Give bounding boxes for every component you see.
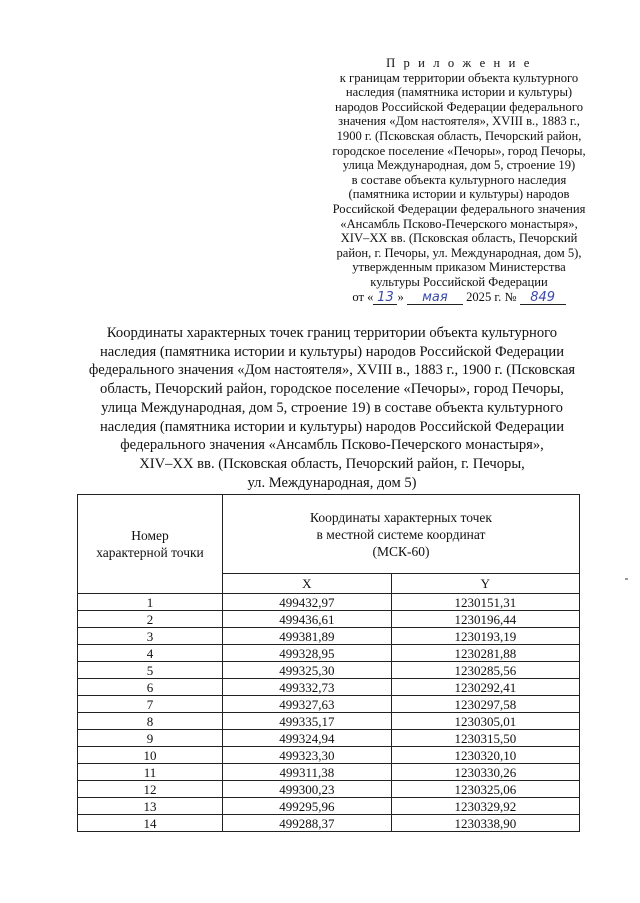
appendix-line: утвержденным приказом Министерства bbox=[352, 260, 566, 275]
heading-line: Координаты характерных точек границ территории объекта культурного bbox=[106, 325, 558, 341]
point-number-cell: 7 bbox=[78, 696, 223, 713]
heading-line: наследия (памятника истории и культуры) народов Российской Федерации bbox=[99, 418, 565, 435]
handwritten-order-number: 849 bbox=[520, 291, 566, 305]
appendix-line: (памятника истории и культуры) народов bbox=[348, 187, 570, 202]
point-number-cell: 14 bbox=[78, 815, 223, 832]
point-number-cell: 12 bbox=[78, 781, 223, 798]
x-coordinate-cell: 499328,95 bbox=[223, 645, 392, 662]
table-row bbox=[78, 781, 580, 798]
x-coordinate-cell: 499327,63 bbox=[223, 696, 392, 713]
coordinates-header: Координаты характерных точек в местной системе координат (МСК-60) bbox=[223, 495, 580, 574]
y-coordinate-cell: 1230292,41 bbox=[391, 679, 579, 696]
x-coordinate-cell: 499324,94 bbox=[223, 730, 392, 747]
heading-line: улица Международная, дом 5, строение 19) в составе объекта культурного bbox=[101, 399, 563, 416]
handwritten-day: 13 bbox=[373, 291, 397, 305]
y-coordinate-cell: 1230330,26 bbox=[391, 764, 579, 781]
y-coordinate-cell: 1230320,10 bbox=[391, 747, 579, 764]
point-number-cell: 4 bbox=[78, 645, 223, 662]
x-coordinate-cell: 499332,73 bbox=[223, 679, 392, 696]
table-row bbox=[78, 679, 580, 696]
x-column-header: X bbox=[223, 574, 392, 594]
table-row bbox=[78, 611, 580, 628]
appendix-block bbox=[318, 56, 600, 305]
heading-line: наследия (памятника истории и культуры) народов Российской Федерации bbox=[99, 343, 565, 360]
table-row bbox=[78, 747, 580, 764]
appendix-line: культуры Российской Федерации bbox=[370, 274, 548, 289]
point-number-cell: 2 bbox=[78, 611, 223, 628]
appendix-line: народов Российской Федерации федерального bbox=[335, 99, 583, 114]
y-coordinate-cell: 1230315,50 bbox=[391, 730, 579, 747]
x-coordinate-cell: 499432,97 bbox=[223, 594, 392, 611]
table-row bbox=[78, 764, 580, 781]
coordinates-table-body bbox=[78, 594, 580, 832]
y-coordinate-cell: 1230193,19 bbox=[391, 628, 579, 645]
x-coordinate-cell: 499381,89 bbox=[223, 628, 392, 645]
point-number-cell: 5 bbox=[78, 662, 223, 679]
appendix-line: Российской Федерации федерального значения bbox=[332, 201, 586, 216]
point-number-cell: 13 bbox=[78, 798, 223, 815]
y-coordinate-cell: 1230329,92 bbox=[391, 798, 579, 815]
order-date-line bbox=[318, 290, 600, 305]
point-number-cell: 6 bbox=[78, 679, 223, 696]
y-coordinate-cell: 1230338,90 bbox=[391, 815, 579, 832]
appendix-line: район, г. Печоры, ул. Международная, дом 5), bbox=[336, 245, 582, 260]
table-row bbox=[78, 696, 580, 713]
appendix-line: к границам территории объекта культурного bbox=[339, 70, 579, 85]
table-row bbox=[78, 798, 580, 815]
appendix-title: П р и л о ж е н и е bbox=[386, 56, 532, 70]
x-coordinate-cell: 499335,17 bbox=[223, 713, 392, 730]
y-coordinate-cell: 1230281,88 bbox=[391, 645, 579, 662]
date-prefix: от « bbox=[352, 289, 374, 304]
table-row bbox=[78, 594, 580, 611]
appendix-line: 1900 г. (Псковская область, Печорский район, bbox=[336, 128, 582, 143]
heading-line: федерального значения «Ансамбль Псково-Печерского монастыря», bbox=[120, 437, 544, 454]
document-heading bbox=[82, 324, 582, 492]
table-row bbox=[78, 713, 580, 730]
coordinates-table bbox=[77, 494, 580, 832]
point-number-cell: 8 bbox=[78, 713, 223, 730]
y-coordinate-cell: 1230196,44 bbox=[391, 611, 579, 628]
appendix-line: городское поселение «Печоры», город Печоры, bbox=[332, 143, 586, 158]
appendix-line: значения «Дом настоятеля», XVIII в., 1883 г., bbox=[338, 114, 580, 129]
y-coordinate-cell: 1230305,01 bbox=[391, 713, 579, 730]
y-coordinate-cell: 1230151,31 bbox=[391, 594, 579, 611]
x-coordinate-cell: 499323,30 bbox=[223, 747, 392, 764]
heading-line: область, Печорский район, городское поселение «Печоры», город Печоры, bbox=[100, 381, 564, 398]
x-coordinate-cell: 499288,37 bbox=[223, 815, 392, 832]
appendix-line: XIV–XX вв. (Псковская область, Печорский bbox=[340, 231, 578, 246]
point-number-cell: 3 bbox=[78, 628, 223, 645]
appendix-line: «Ансамбль Псково-Печерского монастыря», bbox=[340, 216, 578, 231]
y-coordinate-cell: 1230325,06 bbox=[391, 781, 579, 798]
table-row bbox=[78, 662, 580, 679]
appendix-line: наследия (памятника истории и культуры) bbox=[345, 85, 573, 100]
x-coordinate-cell: 499325,30 bbox=[223, 662, 392, 679]
scan-speck bbox=[625, 578, 628, 580]
x-coordinate-cell: 499300,23 bbox=[223, 781, 392, 798]
table-row bbox=[78, 730, 580, 747]
heading-line: XIV–XX вв. (Псковская область, Печорский район, г. Печоры, bbox=[139, 455, 525, 472]
year-text: 2025 г. № bbox=[466, 289, 517, 304]
table-row bbox=[78, 645, 580, 662]
handwritten-month: мая bbox=[407, 291, 463, 305]
x-coordinate-cell: 499311,38 bbox=[223, 764, 392, 781]
table-row bbox=[78, 815, 580, 832]
y-column-header: Y bbox=[391, 574, 579, 594]
x-coordinate-cell: 499436,61 bbox=[223, 611, 392, 628]
point-number-cell: 1 bbox=[78, 594, 223, 611]
point-number-cell: 10 bbox=[78, 747, 223, 764]
y-coordinate-cell: 1230297,58 bbox=[391, 696, 579, 713]
y-coordinate-cell: 1230285,56 bbox=[391, 662, 579, 679]
table-row bbox=[78, 628, 580, 645]
heading-line: ул. Международная, дом 5) bbox=[247, 474, 417, 491]
appendix-line: улица Международная, дом 5, строение 19) bbox=[342, 158, 576, 173]
point-number-cell: 11 bbox=[78, 764, 223, 781]
heading-line: федерального значения «Дом настоятеля», XVIII в., 1883 г., 1900 г. (Псковская bbox=[88, 362, 576, 379]
day-suffix: » bbox=[397, 289, 404, 304]
appendix-line: в составе объекта культурного наследия bbox=[351, 172, 567, 187]
point-number-header: Номер характерной точки bbox=[78, 495, 223, 594]
point-number-cell: 9 bbox=[78, 730, 223, 747]
x-coordinate-cell: 499295,96 bbox=[223, 798, 392, 815]
